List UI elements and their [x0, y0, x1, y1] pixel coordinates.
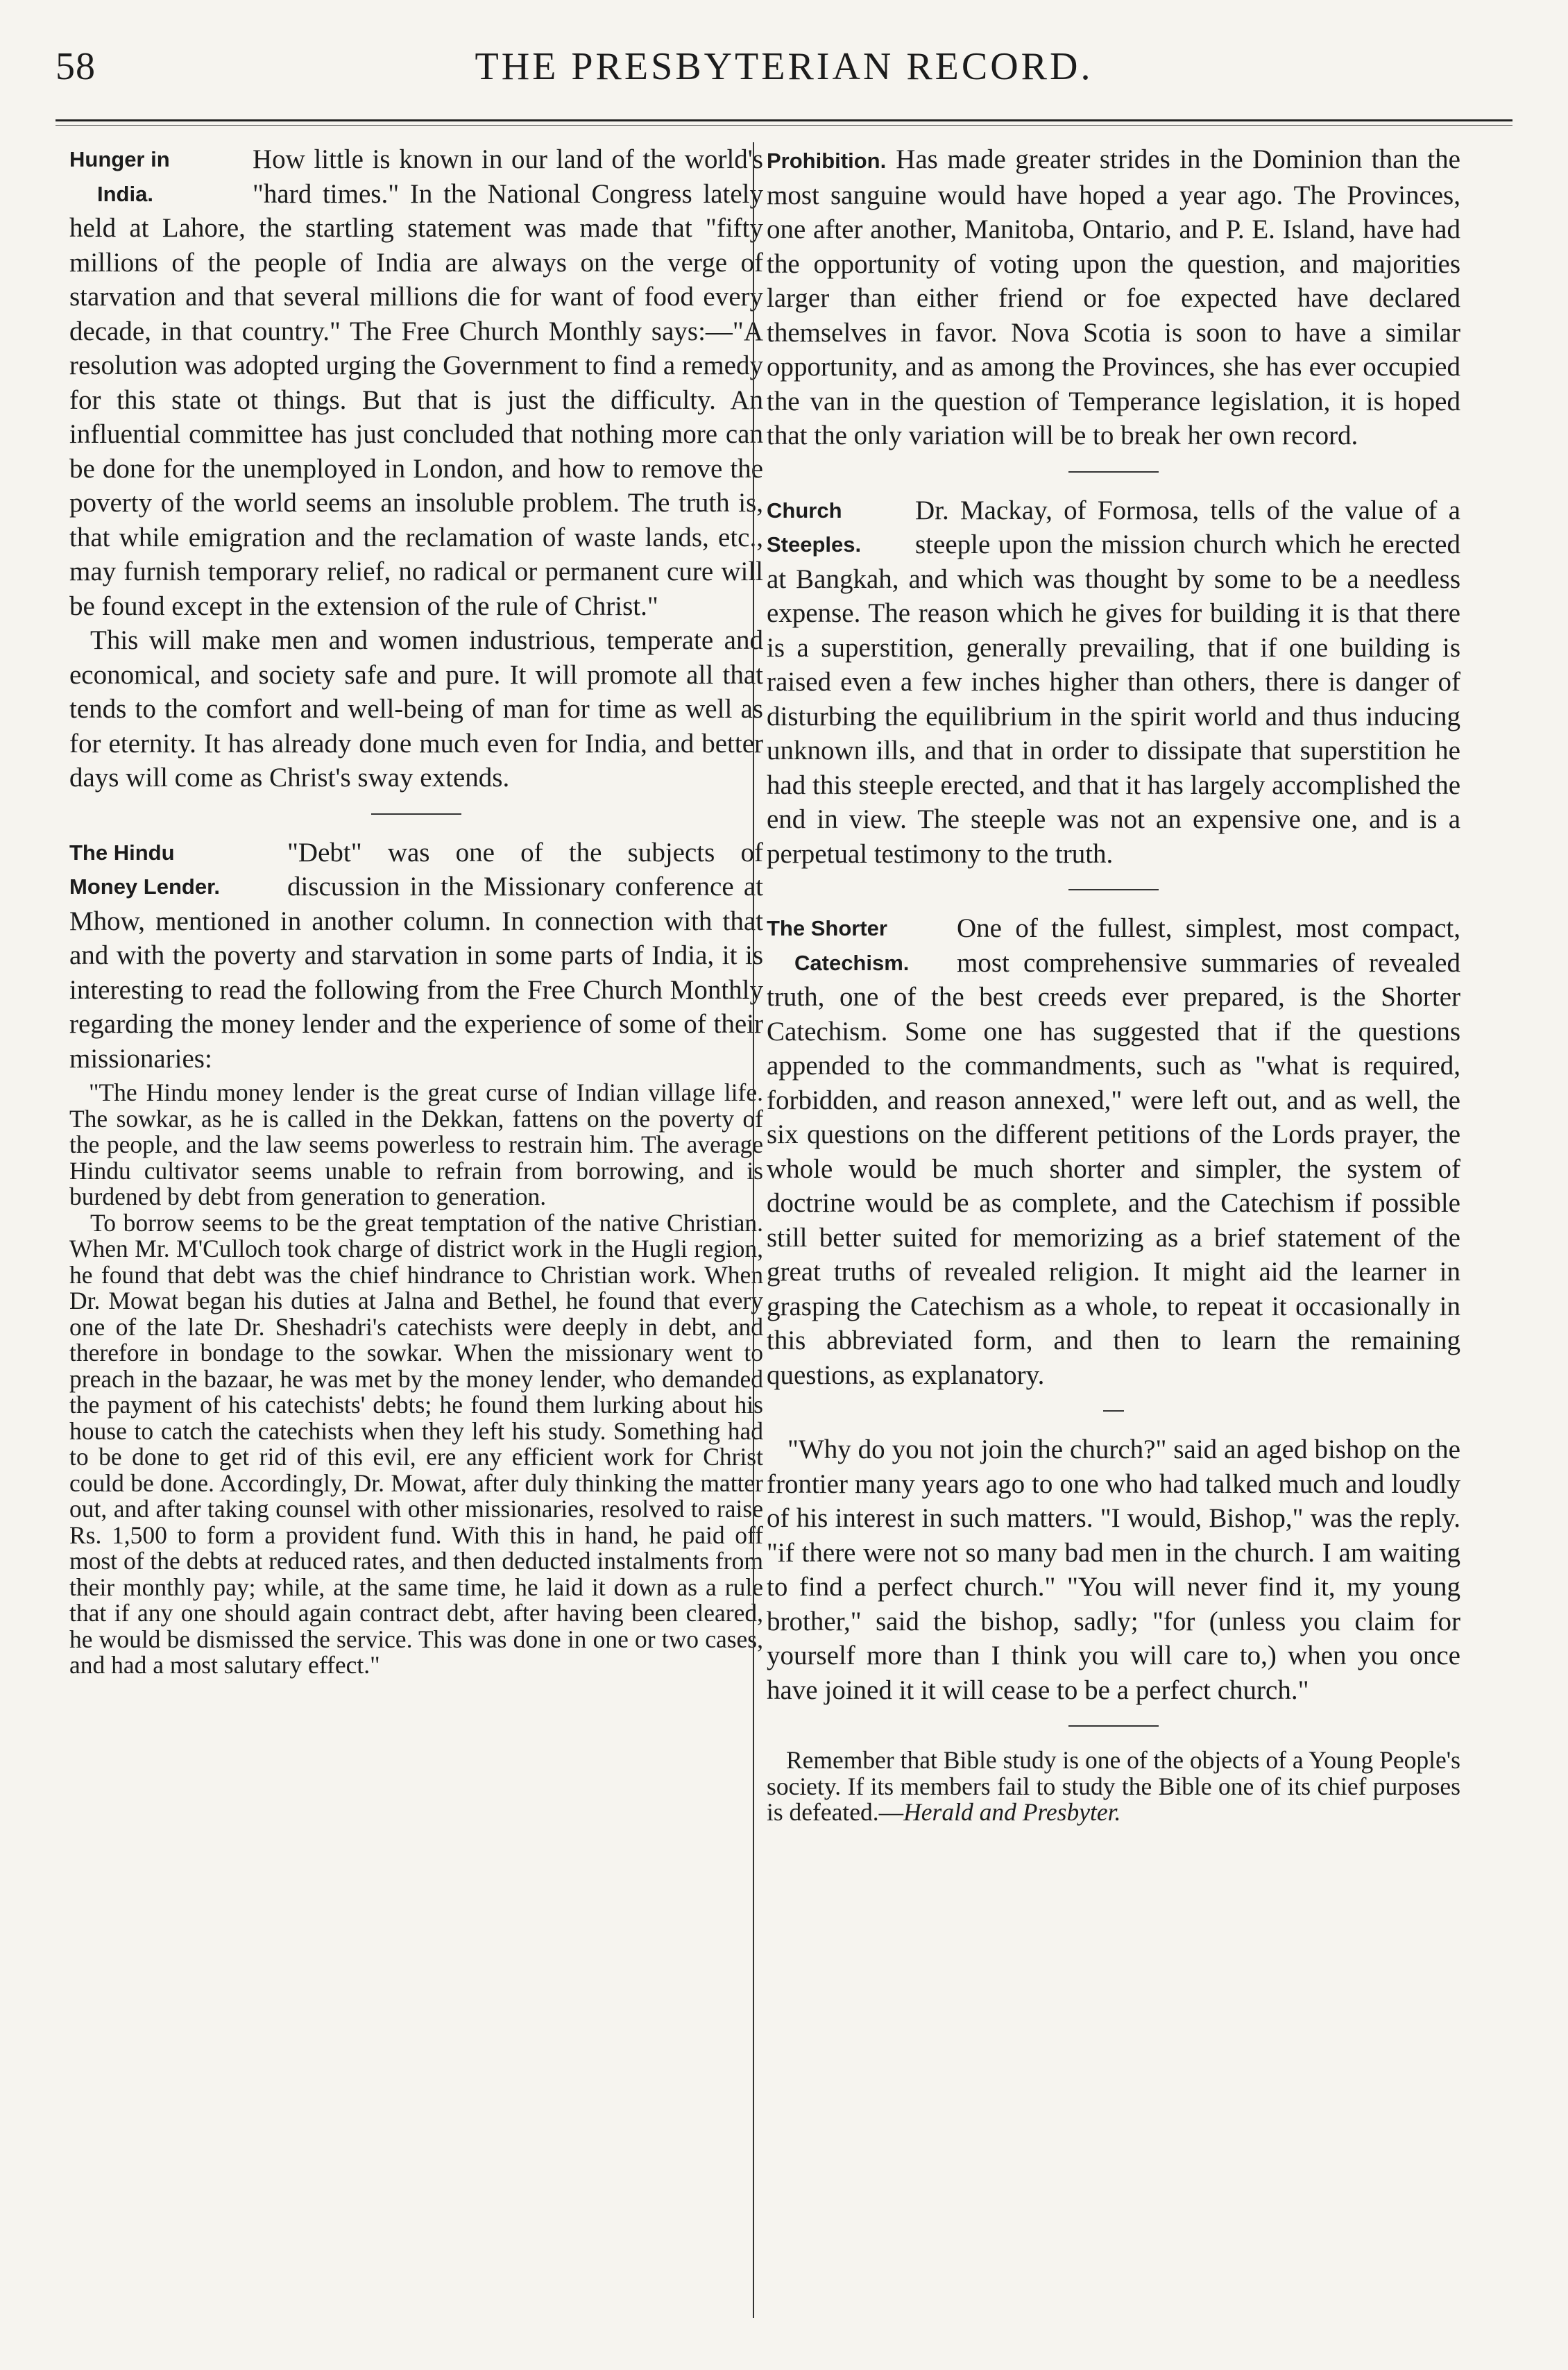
- sidehead-line: The Shorter: [767, 916, 887, 940]
- paragraph: [767, 1747, 1460, 1826]
- journal-title: THE PRESBYTERIAN RECORD.: [475, 45, 1093, 88]
- paragraph: "Debt" was one of the subjects of discussion in the Missionary conference at Mhow, mentioned in another column. In connection with that and with the poverty and starvation in some parts of India, it is interesting to read the following from the Free Church Monthly regarding the money lender and the experience of some of their missionaries:: [69, 837, 763, 1074]
- paragraph: Dr. Mackay, of Formosa, tells of the value of a steeple upon the mission church which he erected at Bangkah, and which was thought by some to be a needless expense. The reason which he gives for building it is that there is a superstition, generally prevailing, that if one building is raised even a few inches higher than others, there is danger of disturbing the equilibrium in the spirit world and thus inducing unknown ills, and that in order to dissipate that superstition he had this steeple erected, and that it has largely accomplished the end in view. The steeple was not an expensive one, and is a perpetual testimony to the truth.: [767, 495, 1460, 869]
- paragraph: How little is known in our land of the world's "hard times." In the National Congress lately held at Lahore, the startling statement was made that "fifty millions of the people of India are always on the verge of starvation and that several millions die for want of food every decade, in that country." The Free Church Monthly says:—"A resolution was adopted urging the Government to find a remedy for this state ot things. But that is just the difficulty. An influential committee has just concluded that nothing more can be done for the unemployed in London, and how to remove the poverty of the world seems an insoluble problem. The truth is, that while emigration and the reclamation of waste lands, etc., may furnish temporary relief, no radical or permanent cure will be found except in the extension of the rule of Christ.": [69, 144, 763, 621]
- block-quote: [69, 1080, 763, 1679]
- column-divider: [753, 142, 754, 2318]
- sidehead-line: Catechism.: [794, 950, 910, 975]
- sidehead-shorter-catechism: [767, 911, 947, 980]
- paragraph: This will make men and women industrious, temperate and economical, and society safe and pure. It will promote all that tends to the comfort and well-being of man for time as well as for eternity. It has already done much even for India, and better days will come as Christ's sway extends.: [69, 625, 763, 793]
- paragraph: One of the fullest, simplest, most compact, most comprehensive summaries of revealed truth, one of the best creeds ever prepared, is the Shorter Catechism. Some one has suggested that if the questions appended to the commandments, such as "what is required, forbidden, and reason annexed," were left out, and as well, the six questions on the different petitions of the Lords prayer, the whole would be much shorter and simpler, the system of doctrine would be as complete, and the Catechism if possible still better suited for memorizing as a brief statement of the great truths of revealed religion. It might aid the learner in grasping the Catechism as a whole, to repeat it occasionally in this abbreviated form, and then to learn the remaining questions, as explanatory.: [767, 913, 1460, 1390]
- article-prohibition: [767, 142, 1460, 453]
- quote-paragraph: To borrow seems to be the great temptation of the native Christian. When Mr. M'Culloch took charge of district work in the Hugli region, he found that debt was the chief hindrance to Christian work. When Dr. Mowat began his duties at Jalna and Bethel, he found that every one of the late Dr. Sheshadri's catechists were deeply in debt, and therefore in bondage to the sowkar. When the missionary went to preach in the bazaar, he was met by the money lender, who demanded the payment of his catechists' debts; he found them lurking about his house to catch the catechists when they left his study. Something had to be done to get rid of this evil, ere any efficient work for Christ could be done. Accordingly, Dr. Mowat, after duly thinking the matter out, and after taking counsel with other missionaries, resolved to raise Rs. 1,500 to form a provident fund. With this in hand, he paid off most of the debts at reduced rates, and then deducted instalments from their monthly pay; while, at the same time, he laid it down as a rule that if any one should again contract debt, after having been cleared, he would be dismissed the service. This was done in one or two cases, and had a most salutary effect.": [69, 1208, 763, 1679]
- paragraph-text: Has made greater strides in the Dominion than the most sanguine would have hoped a year ago. The Provinces, one after another, Manitoba, Ontario, and P. E. Island, have had the opportunity of voting upon the question, and majorities larger than either friend or foe expected have declared themselves in favor. Nova Scotia is soon to have a similar opportunity, and as among the Provinces, she has ever occupied the van in the question of Temperance legislation, it is hoped that the only variation will be to break her own record.: [767, 144, 1460, 450]
- sidehead-line: Steeples.: [767, 532, 862, 557]
- separator-rule: [1103, 1410, 1124, 1412]
- article-church-steeples: [767, 493, 1460, 872]
- article-hindu-money-lender: [69, 836, 763, 1679]
- sidehead-hunger-in-india: [69, 142, 243, 211]
- article-bible-study: [767, 1747, 1460, 1826]
- article-bishop-anecdote: [767, 1432, 1460, 1707]
- running-head: [56, 44, 1512, 107]
- quote-paragraph: "The Hindu money lender is the great curse of Indian village life. The sowkar, as he is called in the Dekkan, fattens on the poverty of the people, and the law seems powerless to restrain him. The average Hindu cultivator seems unable to refrain from borrowing, and is burdened by debt from generation to generation.: [69, 1078, 763, 1210]
- paragraph-text: Remember that Bible study is one of the objects of a Young People's society. If its members fail to study the Bible one of its chief purposes is defeated.—: [767, 1746, 1460, 1826]
- separator-rule: [1068, 471, 1159, 473]
- sidehead-hindu-money-lender: [69, 836, 278, 904]
- separator-rule: [1068, 889, 1159, 890]
- sidehead-prohibition: Prohibition.: [767, 149, 887, 173]
- attribution: Herald and Presbyter.: [903, 1798, 1121, 1826]
- separator-rule: [1068, 1725, 1159, 1727]
- header-rule-thin: [56, 125, 1512, 126]
- right-column: [767, 142, 1460, 1826]
- page-number: 58: [56, 45, 96, 88]
- separator-rule: [371, 813, 461, 815]
- sidehead-line: Hunger in: [69, 147, 170, 171]
- left-column: [69, 142, 763, 1679]
- article-shorter-catechism: [767, 911, 1460, 1392]
- sidehead-line: India.: [97, 181, 153, 206]
- sidehead-line: Church: [767, 498, 842, 523]
- sidehead-line: The Hindu: [69, 840, 175, 865]
- sidehead-church-steeples: [767, 493, 905, 562]
- paragraph: "Why do you not join the church?" said an aged bishop on the frontier many years ago to one who had talked much and loudly of his interest in such matters. "I would, Bishop," was the reply. "if there were not so many bad men in the church. I am waiting to find a perfect church." "You will never find it, my young brother," said the bishop, sadly; "for (unless you claim for yourself more than I think you will care to,) when you once have joined it it will cease to be a perfect church.": [767, 1434, 1460, 1705]
- article-hunger-in-india: [69, 142, 763, 795]
- sidehead-line: Money Lender.: [69, 874, 221, 899]
- header-rule: [56, 119, 1512, 121]
- paragraph: [767, 142, 1460, 453]
